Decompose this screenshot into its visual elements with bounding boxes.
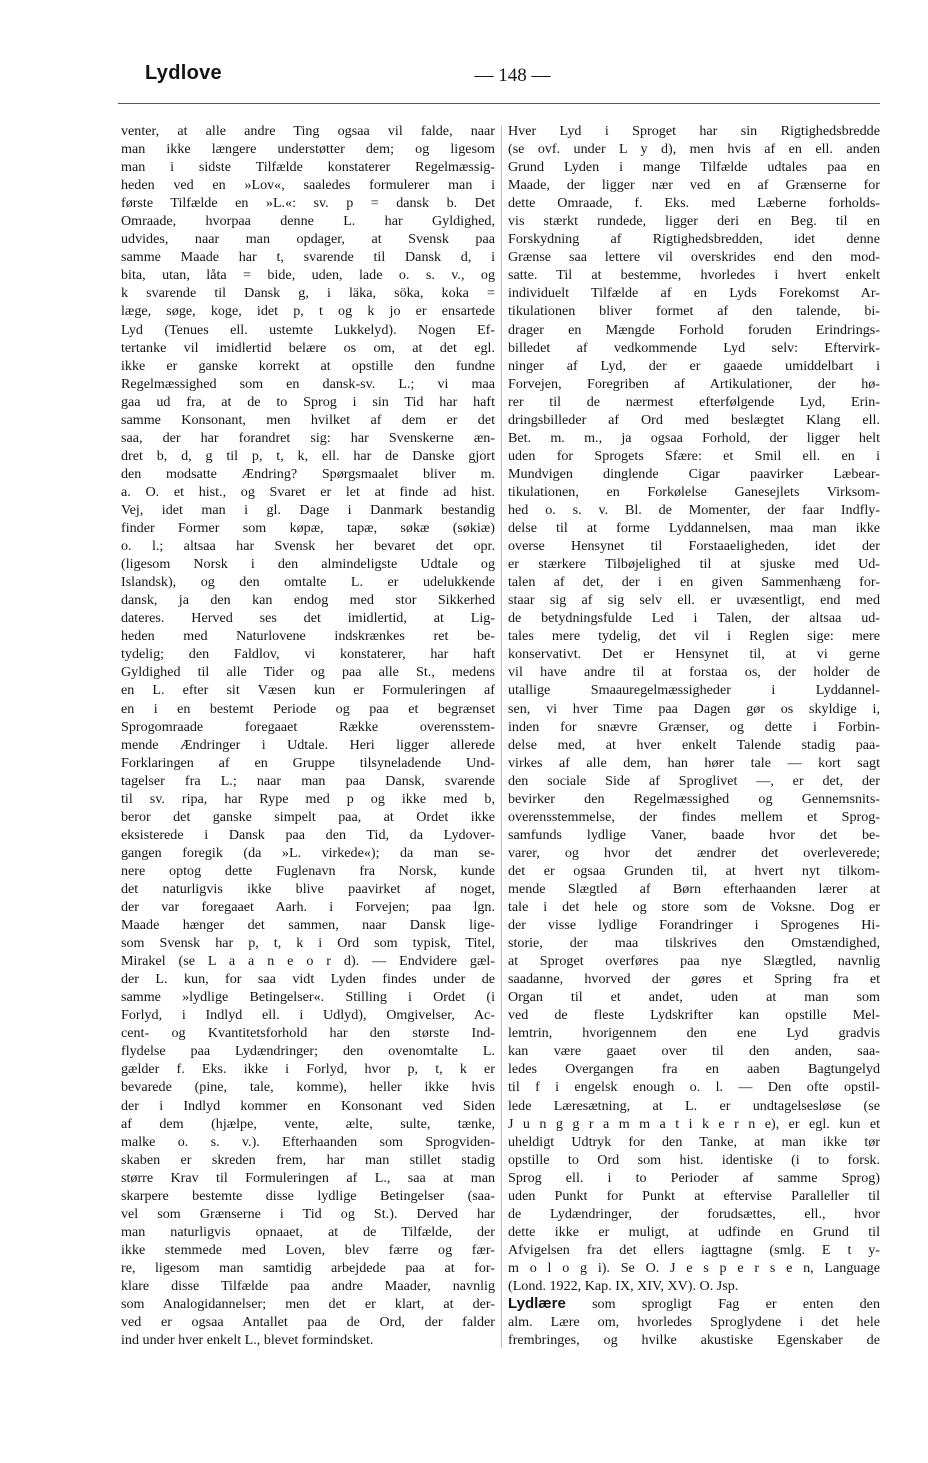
text-line: satte. Til at bestemme, hvorledes i hvert enkelt (508, 267, 880, 284)
text-line: Hver Lyd i Sproget har sin Rigtighedsbredde (508, 123, 880, 139)
text-line: opstille to Ord som hist. identiske (i to forsk. (508, 1151, 880, 1168)
text-line: ninger af Lyd, der er gaaede umiddelbart i (508, 357, 880, 374)
text-line: vil have andre til at forstaa os, der holder de (508, 664, 880, 681)
text-line: frembringes, og hvilke akustiske Egenskaber de (508, 1332, 880, 1349)
text-line: k svarende til Dansk g, i läka, söka, koka = (121, 285, 495, 302)
text-line: man naturligvis opnaaet, at de Tilfælde, der (121, 1223, 495, 1240)
text-line: dringsbilleder af Ord med beslægtet Klang ell. (508, 411, 880, 428)
text-line: Forlyd, i Indlyd ell. i Udlyd), Omgivelser, Ac- (121, 1007, 495, 1024)
text-line: læge, søge, koge, idet p, t og k jo er ensartede (121, 303, 495, 320)
text-line: Organ til et andet, uden at man som (508, 989, 880, 1006)
text-line: Mirakel (se L a a n e o r d). — Endvidere gæl- (121, 953, 495, 970)
text-line: der L. kun, for saa vidt Lyden findes under de (121, 971, 495, 988)
text-line: vis stærkt rundede, ligger deri en Beg. til en (508, 213, 880, 230)
text-line: til f i engelsk enough o. l. — Den ofte opstil- (508, 1079, 880, 1096)
text-line: re, ligesom man samtidig arbejdede paa at for- (121, 1259, 495, 1276)
text-line: samme »lydlige Betingelser«. Stilling i Ordet (i (121, 989, 495, 1006)
text-line: de betydningsfulde Led i Talen, der altsaa ud- (508, 610, 880, 627)
text-line: Afvigelsen fra det ellers iagttagne (smlg. E t y- (508, 1241, 880, 1258)
text-line: som Analogidannelser; men det er klart, at der- (121, 1296, 495, 1313)
text-line: konservativt. Det er Hensynet til, at vi gerne (508, 646, 880, 663)
text-line: eksisterede i Dansk paa den Tid, da Lydover- (121, 826, 495, 843)
text-line: tales mere tydelig, det vil i Reglen sige: mere (508, 628, 880, 645)
text-line: utallige Smaauregelmæssigheder i Lyddannel- (508, 682, 880, 699)
text-line: gaa ud fra, at de to Sprog i sin Tid har haft (121, 393, 495, 410)
text-line: samme Maade har t, svarende til Dansk d, i (121, 249, 495, 266)
text-line: samfunds lydlige Vaner, baade hvor det be- (508, 826, 880, 843)
text-line: vel som Grænserne i Tid og St.). Derved har (121, 1205, 495, 1222)
text-line: en i en bestemt Periode og paa et begrænset (121, 700, 495, 717)
text-line: overensstemmelse, der findes mellem et Sprog- (508, 808, 880, 825)
text-line: mende Slægtled af Børn efterhaanden lærer at (508, 880, 880, 897)
text-line: den modsatte Ændring? Spørgsmaalet bliver m. (121, 465, 495, 482)
text-line: samme Konsonant, men hvilket af dem er det (121, 411, 495, 428)
text-line: til sv. ripa, har Rype med p og ikke med b, (121, 790, 495, 807)
text-line: af dem (hjælpe, vente, ælte, sulte, tænke, (121, 1115, 495, 1132)
text-line: man ikke længere understøtter dem; og ligesom (121, 141, 495, 158)
text-line: Sprog ell. i to Perioder af samme Sprog) (508, 1169, 880, 1186)
text-line: udvides, naar man opdager, at Svensk paa (121, 231, 495, 248)
text-line: dansk, ja den kan endog med stor Sikkerhed (121, 592, 495, 609)
text-line: J u n g g r a m m a t i k e r n e), er egl. kun et (508, 1115, 880, 1132)
text-line: Vej, idet man i gl. Dage i Danmark bestandig (121, 501, 495, 518)
text-line: Regelmæssighed som en dansk-sv. L.; vi maa (121, 375, 495, 392)
entry-headword: Lydlære (508, 1295, 566, 1313)
text-line: alm. Lære om, hvorledes Sproglydene i det hele (508, 1314, 880, 1331)
text-line: o. l.; altsaa har Svensk her bevaret det opr. (121, 538, 495, 555)
text-line: tikulationen bliver formet af den talende, bi- (508, 303, 880, 320)
text-line: saa, der har forandret sig: har Svenskerne æn- (121, 429, 495, 446)
text-line: mende Ændringer i Udtale. Heri ligger allerede (121, 736, 495, 753)
text-line: talen af det, der i en given Sammenhæng for- (508, 574, 880, 591)
text-line: ind under hver enkelt L., blevet formindsket. (121, 1332, 374, 1349)
text-line: Sprogomraade foregaaet Række overensstem- (121, 718, 495, 735)
text-line: de Lydændringer, der forudsættes, ell., hvor (508, 1205, 880, 1222)
text-line: beror det ganske simpelt paa, at Ordet ikke (121, 808, 495, 825)
text-line: delse med, at hver enkelt Talende stadig paa- (508, 736, 880, 753)
text-line: uden for Sprogets Sfære: et Smil ell. en i (508, 447, 880, 464)
right-column (508, 122, 880, 1349)
text-line: ikke er ganske korrekt at opstille den fundne (121, 357, 495, 374)
text-line: cent- og Kvantitetsforhold har den største Ind- (121, 1025, 495, 1042)
text-line: flydelse paa Lydændringer; den ovenomtalte L. (121, 1043, 495, 1060)
text-line: lede Læresætning, at L. er undtagelsesløse (se (508, 1097, 880, 1114)
text-line: ved er ogsaa Antallet paa de Ord, der falder (121, 1314, 495, 1331)
text-line: dret b, d, g til p, t, k, ell. har de Danske gjort (121, 447, 495, 464)
text-line: den sociale Side af Sproglivet —, er det, der (508, 772, 880, 789)
text-line: Forskydning af Rigtighedsbredden, idet denne (508, 231, 880, 248)
text-line: saadanne, hvorved der gøres et Spring fra et (508, 971, 880, 988)
text-line: der i Indlyd kommer en Konsonant ved Siden (121, 1097, 495, 1114)
text-line: Grænse saa lettere vil overskrides end den mod- (508, 249, 880, 266)
text-line: Maade hænger det sammen, naar Dansk lige- (121, 917, 495, 934)
text-line: tale i det hele og store som de Voksne. Dog er (508, 899, 880, 916)
text-line: venter, at alle andre Ting ogsaa vil falde, naar (121, 123, 495, 139)
text-line: som Svensk har p, t, k i Ord som typisk, Titel, (121, 935, 495, 952)
text-line: at Sproget overføres paa nye Slægtled, navnlig (508, 953, 880, 970)
entry-first-line (508, 1295, 880, 1313)
left-column (121, 122, 495, 1349)
page-header (145, 62, 880, 96)
text-line: (ligesom Norsk i den almindeligste Udtale og (121, 556, 495, 573)
text-line: man i sidste Tilfælde konstaterer Regelmæssig- (121, 159, 495, 176)
text-line: der visse lydlige Forandringer i Sprogenes Hi- (508, 917, 880, 934)
text-line: overse Hensynet til Forstaaeligheden, idet der (508, 538, 880, 555)
text-line: første Tilfælde en »L.«: sv. p = dansk b. Det (121, 195, 495, 212)
text-line: det er ogsaa Grunden til, at hvert nyt tilkom- (508, 862, 880, 879)
text-line: Forklaringen af en Gruppe tilsyneladende Und- (121, 754, 495, 771)
text-line: tagelser fra L.; naar man paa Dansk, svarende (121, 772, 495, 789)
text-line: drager en Mængde Forhold foruden Erindrings- (508, 321, 880, 338)
text-line: virkes af alle dem, han hører tale — kort sagt (508, 754, 880, 771)
text-line: Gyldighed til alle Tider og paa alle St., medens (121, 664, 495, 681)
text-line: delse til at forme Lyddannelsen, maa man ikke (508, 520, 880, 537)
text-line: rer til de nærmest efterfølgende Lyd, Erin- (508, 393, 880, 410)
text-line: (Lond. 1922, Kap. IX, XIV, XV). O. Jsp. (508, 1278, 739, 1294)
text-line: tertanke vil imidlertid belære os om, at det egl. (121, 339, 495, 356)
text-line: Bet. m. m., ja ogsaa Forhold, der ligger helt (508, 429, 880, 446)
column-divider (501, 126, 502, 1348)
text-line: lemtrin, hvorigennem den ene Lyd gradvis (508, 1025, 880, 1042)
text-line: a. O. et hist., og Svaret er let at finde ad hist. (121, 483, 495, 500)
text-line: staar sig af sig selv ell. er uvæsentligt, end med (508, 592, 880, 609)
text-line: bevirker den Regelmæssighed og Gennemsnits- (508, 790, 880, 807)
text-line: Grund Lyden i mange Tilfælde udtales paa en (508, 159, 880, 176)
text-line: klare disse Tilfælde paa andre Maader, navnlig (121, 1278, 495, 1294)
text-line: dette ikke er muligt, at udfinde en Grund til (508, 1223, 880, 1240)
text-line: der var foregaaet Aarh. i Forvejen; paa lgn. (121, 899, 495, 916)
text-line: ledes Overgangen fra en aaben Bagtungelyd (508, 1061, 880, 1078)
text-line: Maade, der ligger nær ved en af Grænserne for (508, 177, 880, 194)
text-line: storie, der maa tilskrives den Omstændighed, (508, 935, 880, 952)
text-line: heden med Naturlovene indskrænkes ret be- (121, 628, 495, 645)
text-line: skaben er skreden frem, har man stillet stadig (121, 1151, 495, 1168)
text-line: inden for snævre Grænser, og dette i Forbin- (508, 718, 880, 735)
text-line: (se ovf. under L y d), men hvis af en ell. anden (508, 141, 880, 158)
text-line: tikulationen, en Forkølelse Ganesejlets Virksom- (508, 483, 880, 500)
text-line: en L. efter sit Væsen kun er Formuleringen af (121, 682, 495, 699)
text-line: dateres. Herved ses det imidlertid, at Lig- (121, 610, 495, 627)
text-line: malke o. s. v.). Efterhaanden som Sprogviden- (121, 1133, 495, 1150)
text-line: finder Former som køpæ, tapæ, søkæ (søkiæ) (121, 520, 495, 537)
page-number: — 148 — (474, 65, 551, 86)
header-rule (118, 103, 880, 104)
text-line: Lyd (Tenues ell. ustemte Lukkelyd). Nogen Ef- (121, 321, 495, 338)
text-line: skarpere bestemte disse lydlige Betingelser (saa- (121, 1187, 495, 1204)
text-line: som sprogligt Fag er enten den (565, 1296, 880, 1313)
text-line: dette Omraade, f. Eks. med Læberne forholds- (508, 195, 880, 212)
text-line: m o l o g i). Se O. J e s p e r s e n, Language (508, 1259, 880, 1276)
text-line: bevarede (pine, tale, komme), heller ikke hvis (121, 1079, 495, 1096)
text-line: Mundvigen dinglende Cigar paavirker Læbear- (508, 465, 880, 482)
running-head: Lydlove (145, 62, 222, 84)
text-line: Islandsk), og den omtalte L. er udelukkende (121, 574, 495, 591)
text-line: varer, og hvor det ændrer det overleverede; (508, 844, 880, 861)
text-line: uden Punkt for Punkt at eftervise Paralleller til (508, 1187, 880, 1204)
text-line: sen, vi hver Time paa Dagen gør os skyldige i, (508, 700, 880, 717)
text-line: Omraade, hvorpaa denne L. har Gyldighed, (121, 213, 495, 230)
text-line: ikke stemmede med Loven, blev færre og fær- (121, 1241, 495, 1258)
text-line: gælder f. Eks. ikke i Forlyd, hvor p, t, k er (121, 1061, 495, 1078)
text-line: billedet af vedkommende Lyd selv: Eftervirk- (508, 339, 880, 356)
text-line: individuelt Tilfælde af en Lyds Forekomst Ar- (508, 285, 880, 302)
text-line: gangen foregik (da »L. virkede«); da man se- (121, 844, 495, 861)
text-line: det naturligvis ikke blive paavirket af noget, (121, 880, 495, 897)
text-line: større Krav til Formuleringen af L., saa at man (121, 1169, 495, 1186)
text-line: er stærkere Tilbøjelighed til at sjuske med Ud- (508, 556, 880, 573)
text-line: bita, utan, låta = bide, uden, lade o. s. v., og (121, 267, 495, 284)
text-line: ved de fleste Lydskrifter kan opstille Mel- (508, 1007, 880, 1024)
text-line: hed o. s. v. Bl. de Momenter, der faar Indfly- (508, 501, 880, 518)
text-line: heden ved en »Lov«, saaledes formulerer man i (121, 177, 495, 194)
text-line: tydelig; den Faldlov, vi konstaterer, har haft (121, 646, 495, 663)
text-line: kan være gaaet over til den anden, saa- (508, 1043, 880, 1060)
text-line: Forvejen, Foregriben af Artikulationer, der hø- (508, 375, 880, 392)
text-line: uheldigt Udtryk for den Tanke, at man ikke tør (508, 1133, 880, 1150)
text-line: nere optog dette Fuglenavn fra Norsk, kunde (121, 862, 495, 879)
